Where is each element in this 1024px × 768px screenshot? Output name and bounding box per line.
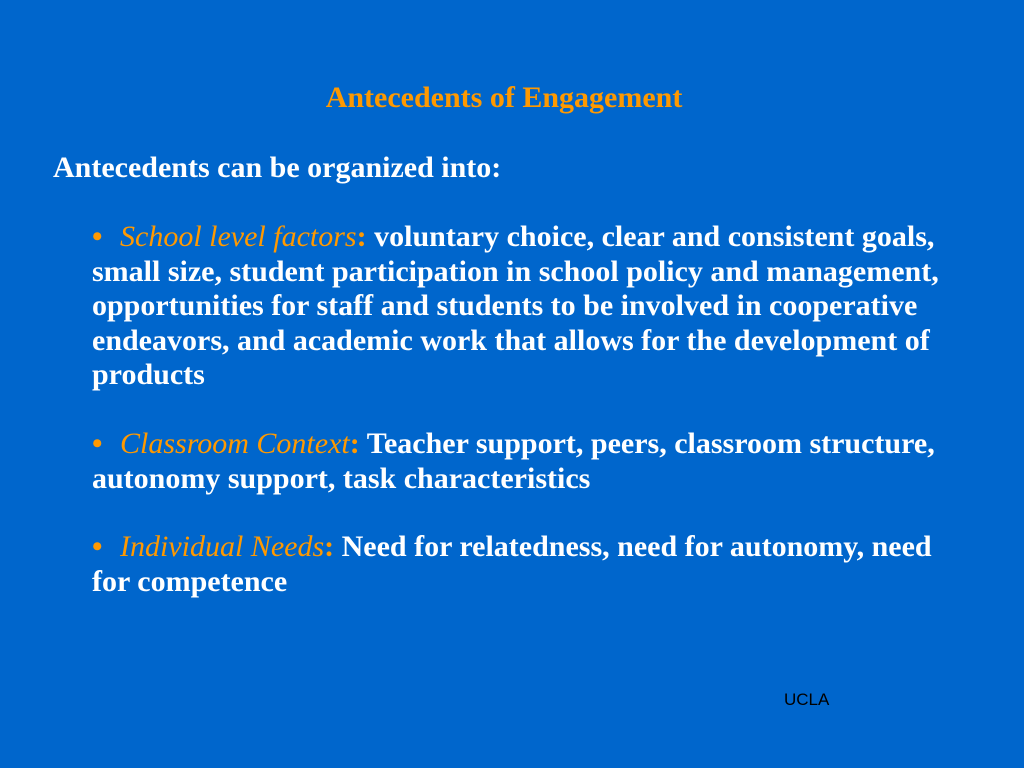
bullet-list [92, 220, 952, 599]
bullet-icon: • [92, 426, 103, 460]
bullet-label: School level factors [120, 220, 357, 253]
bullet-text: voluntary choice, clear and consistent goals, small size, student participation in school policy and management, opportunities for staff and students to be involved in cooperative endeavors, and academic work that allows for the development of products [92, 220, 939, 392]
bullet-text: Teacher support, peers, classroom structure, autonomy support, task characteristics [92, 426, 935, 495]
bullet-school-level-factors [92, 220, 952, 393]
bullet-icon: • [92, 220, 103, 253]
bullet-label: Individual Needs [120, 530, 325, 564]
bullet-text: Need for relatedness, need for autonomy, need for competence [92, 530, 932, 598]
bullet-classroom-context [92, 427, 952, 496]
bullet-colon: : [324, 530, 335, 564]
bullet-colon: : [356, 220, 367, 253]
intro-text: Antecedents can be organized into: [53, 151, 502, 184]
bullet-icon: • [92, 530, 103, 564]
bullet-individual-needs [92, 530, 952, 599]
bullet-label: Classroom Context [120, 426, 350, 460]
slide-title: Antecedents of Engagement [325, 81, 683, 114]
bullet-colon: : [349, 426, 360, 460]
footer-label: UCLA [784, 690, 830, 709]
